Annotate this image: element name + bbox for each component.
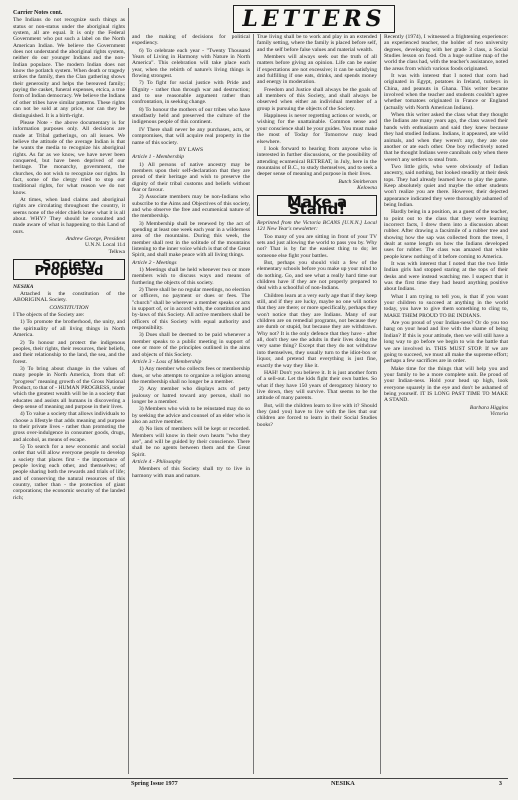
carrier-notes-heading: Carrier Notes cont. xyxy=(13,10,63,16)
signature-name: Barbara Higgins xyxy=(469,404,508,411)
column-2 xyxy=(132,34,250,774)
paragraph: I look forward to hearing from anyone who is interested in further discussions, or the possibility of attending ecumenical RETREAT, in July, here in the mountains of B.C., to study themselves, and to seek a deeper sense of meaning and purpose in their lives. xyxy=(257,145,377,178)
paragraph: and the making of decisions for political expediency. xyxy=(132,34,250,47)
paragraph: 3) Dues shall be deemed to be paid whenever a member speaks to a public meeting in support of one or more of the principles outlined in the aims and objects of this Society. xyxy=(132,332,250,358)
paragraph: What I am trying to tell you, is that if you want your children to succeed at anything in the world today, you have to give them something to cling to, MAKE THEM PROUD TO BE INDIANS. xyxy=(384,293,508,319)
column-divider xyxy=(380,34,381,774)
paragraph: Attached is the constitution of the ABORIGINAL Society. xyxy=(13,291,125,304)
paragraph: IV There shall never be any purchases, acts, or compromises, that will acquire real property in the name of this society. xyxy=(132,126,250,146)
page-footer xyxy=(13,778,508,788)
bylaws-heading: BY LAWS xyxy=(178,146,204,153)
paragraph: When this writer asked the class what they thought the Indians ate many years ago, the class waved their hands with enthusiasm and said they knew because they had studied Indians. Indians, it appeared, ate wild animals, and when they weren't any, they ate one another or ate each other. One boy reflectively noted that he thought Indians were cannibals only when there weren't any settlers to steal from. xyxy=(384,112,508,163)
column-3 xyxy=(257,34,377,774)
constitution-heading: CONSTITUTION xyxy=(49,304,89,311)
paragraph: Recently (1974), I witnessed a frightening experience: an experienced teacher, the holder of two university degrees, developing with her grade 3 class, a Social Studies lesson on food. On a huge outline map of the world the class had, with the teacher's assistance, noted the areas from which various foods originated. xyxy=(384,34,508,72)
reprint-note: Reprinted from the Victoria BCANS [U.N.N.] Local 121 New Year's newsletter: xyxy=(257,219,377,233)
footer-rule xyxy=(13,778,508,779)
paragraph: 2) Any member who displays acts of petty jealousy or hatred toward any person, shall no longer be a member. xyxy=(132,386,250,405)
paragraph: 2) Associate members may be non-Indians who subscribe to the Aims and Objectives of this society, and who observe the free and ecumenical nature of the membership. xyxy=(132,194,250,220)
paragraph: Please Note - the above documentary is for information purposes only. All decisions are made at Tribal gatherings, on all issues. We believe the attitude of the average Indian is that he wants the media to recognize his aboriginal rights. As far as we know, we have never been conquered, but have been deprived of our heritage. The monarchy, government, the churches, do not wish to recognize our rights. In fact, some of the clergy tried to stop our traditional rights, for what reason we do not know. xyxy=(13,119,125,196)
issue-label: Spring Issue 1977 xyxy=(131,780,178,787)
paragraph: Members will always seek out the truth of all matters before giving an opinion. Life can be easier if expectations are not excessive; it can be satisfying and fulfilling if one eats, drinks, and spends money and energy in moderation. xyxy=(257,54,377,86)
paragraph: 3) Members who wish to be reinstated may do so by seeking the advice and counsel of an elder who is also an active member. xyxy=(132,406,250,425)
signature-name: Butch Smitheram xyxy=(338,178,377,185)
publication-name: NESIKA xyxy=(331,780,355,787)
paragraph: Make time for the things that will help you and your family to be a more complete unit. Be proud of your Indian-ness. Hold your head up high, look everyone squarely in the eye and don't be ashamed of being yourself. IT IS LONG PAST TIME TO MAKE A STAND. xyxy=(384,365,508,404)
paragraph: Happiness is never regretting actions or words, or wishing for the unattainable. Common sense and your conscience shall be your guides. You must make the most of Today for Tomorrow may lead elsewhere. xyxy=(257,113,377,145)
paragraph: 2) There shall be no regular meetings, no election or officers, no payment or dues or fees. The "church" shall be wherever a member speaks or acts in support of, or in accord with, the constitution and by-laws of this Society. All active members shall be officers of this Society with equal authority and responsibility. xyxy=(132,287,250,332)
paragraph: 4) No lists of members will be kept or recorded. Members will know in their own hearts "who they are", and will be guided by their conscience. There shall be no agents between them and the Great Spirit. xyxy=(132,426,250,458)
paragraph: HAH! Don't you believe it. It is just another form of a sell-out. Let the kids fight their own battles. So what if they have 150 years of derogatory history to live down, they will survive. That seems to be the attitude of many parents. xyxy=(257,369,377,402)
list-item: 3) To bring about change in the values of many people in North America, from that of: "progress" meaning growth of the Gross National Product, to that of - HUMAN PROGRESS, under which the greatest wealth will be in a society that educates and assists all humans in discovering a deep sense of meaning and purpose in their lives. xyxy=(13,365,125,410)
byline-nesika: NESIKA xyxy=(13,283,34,290)
list-item: 4) To value a society that allows individuals to choose a lifestyle that adds meaning and purpose to their private lives - rather than promoting the gross over-indulgence in consumer goods, drugs, and alcohol, as means of escape. xyxy=(13,411,125,443)
article-heading: Article 2 - Meetings xyxy=(132,259,177,266)
list-item: 2) To honour and protect the indigenous peoples, their rights, their resources, their beliefs, and their relationship to the land, the sea, and the forest. xyxy=(13,339,125,365)
paragraph: 1) Any member who collects fees or membership dues, or who attempts to organize a religion among the membership shall no longer be a member. xyxy=(132,366,250,385)
list-item: 1) To promote the brotherhood, the unity, and the spirituality of all living things in North America. xyxy=(13,319,125,339)
paragraph: 3) Membership shall be renewed by the act of spending at least one week each year in a wilderness area of the mountains. During this week, the member shall rest in the solitude of the mountains listening to the inner voice which is that of the Great Spirit, and shall make peace with all living things. xyxy=(132,220,250,259)
paragraph: True living shall be to work and play in an extended family setting, where the family is placed before self, and the self before false values and material wealth. xyxy=(257,34,377,53)
page-title: LETTERS xyxy=(242,5,386,32)
signature-local: U.N.N. Local 114 xyxy=(84,242,125,249)
signature-place: Telkwa xyxy=(108,248,125,255)
paragraph: Two little girls, who were obviously of Indian ancestry, said nothing, but looked steadily at their desk tops. They had already learned how to play the game. Keep absolutely quiet and maybe the other students won't realize you are there. However, their dejected appearance indicated they were thoroughly ashamed of being Indian. xyxy=(384,163,508,208)
paragraph: It was with interest that I noted that the two little Indian girls had stopped staring at the tops of their desks and were instead watching me. I suspect that it was the first time they had heard anything positive about Indians. xyxy=(384,261,508,293)
column-4 xyxy=(384,34,508,774)
paragraph: But, will the children learn to live with it? Should they (and you) have to live with the lies that our children are forced to learn in their Social Studies books? xyxy=(257,402,377,428)
article-heading: Article 1 - Membership xyxy=(132,154,185,161)
paragraph: It was with interest that I noted that corn had originated in Egypt, potatoes in Ireland, turkeys in China, and peanuts in Ghana. This writer became involved when the teacher and students couldn't agree whether tomatoes originated in France or England (actually with North American Indians). xyxy=(384,73,508,111)
paragraph: Freedom and Justice shall always be the goals of all members of this Society, and shall always be observed when either an individual member of a group is pursuing the objects of the Society. xyxy=(257,86,377,112)
paragraph: The Indians do not recognize such things as status or non-status under the aboriginal rights system, all are equal. It is only the Federal Government who put such a label on the North American Indian. We believe the Government does not understand the aboriginal rights system, neither do our younger Indians and the non-Indian populace. The modern Indian does not know the potlatch system. When death or tragedy strikes the family, then the Clan gathering shows their generosity and helps the bereaved family; paying the casket, funeral expenses, etcica, a true form of Indian democracy. We believe the Indians of other tribes have similar patterns. These rights can not be sold at any price, nor can they be distinguished. It is a birth-right. xyxy=(13,17,125,119)
paragraph: At times, when land claims and aboriginal rights are circulating throughout the country, it seems none of the elder chiefs knew what it is all about. WHY? They should be consulted and made aware of what is happening to this Land of ours. xyxy=(13,196,125,235)
paragraph: Children learn at a very early age that if they keep still, and if they are lucky, maybe no one will notice that they are there; or more specifically, perhaps they won't notice that they are Indians. Many of our children are on remedial programs, not because they are dumb or stupid, but because they are withdrawn. Why not? It is the only defence that they have - after all, don't they see the adults in their lives doing the very same thing? Except that they do not withdraw into themselves, they usually turn to the idiot-box or liquor, and pretend that everything is just fine, exactly the way they like it. xyxy=(257,292,377,369)
column-1 xyxy=(13,8,125,774)
paragraph: 1) All persons of native ancestry may be members upon their self-declaration that they are proud of their heritage and wish to preserve the dignity of their tribal customs and beliefs without fear or favour. xyxy=(132,161,250,193)
paragraph: 6) To celebrate each year - "Twenty Thousand Years of Living in Harmony with Nature in North America". This celebration will take place each year, when the rebirth of nature's living things is flowing strongest. xyxy=(132,47,250,80)
column-divider xyxy=(128,8,129,774)
society-proposed-heading: Society Proposed xyxy=(13,259,125,280)
signature-place: Kelowna xyxy=(357,184,377,191)
objects-heading: I The objects of the Society are: xyxy=(13,312,85,319)
article-heading: Article 4 - Philosophy xyxy=(132,459,182,465)
list-item: 5) To search for a new economic and social order that will allow everyone people to develop a society that places first - the importance of people loving each other, and themselves; of people sharing both the rewards and trials of life; and of conserving the natural resources of this country, rather than - the protection of giant corporations; the economic security of the landed rich; xyxy=(13,444,125,501)
paragraph: Are you proud of your Indian-ness? Or do you too hang on your head and live with the shame of being Indian? If this is your attitude, then we will still have a long way to go before we begin to win the battle that we are involved in. THIS MUST STOP. If we are going to succeed, we must all make the supreme effort; perhaps a few sacrifices are in order. xyxy=(384,320,508,365)
letters-title-box xyxy=(233,5,395,33)
page-number: 3 xyxy=(498,780,502,787)
paragraph: Hardly being in a position, as a guest of the teacher, to point out to the class that they were learning incorrect facts, I drew them into a discussion about rubber. After drawing a facsimile of a rubber tree and showing how the sap was collected from the trees, I dealt at some length on how the Indians developed uses for rubber. The class was amazed that white people knew nothing of it before coming to America. xyxy=(384,209,508,260)
signature-name: Andrew George, President xyxy=(65,236,125,243)
paragraph: But, perhaps you should visit a few of the elementary schools before you make up your mind to do nothing. Go, and see what a really hard time our children have if they are not properly prepared to deal with a schoolful of non-Indians. xyxy=(257,260,377,292)
make-a-stand-heading: Make a Stand! xyxy=(257,195,377,216)
paragraph: 1) Meetings shall be held whenever two or more members wish to discuss ways and means of furthering the objects of this society. xyxy=(132,267,250,286)
column-divider xyxy=(253,34,254,774)
paragraph: 8) To honour the mothers of our tribes who have steadfastly held and preserved the culture of the indigenous people of this continent. xyxy=(132,106,250,126)
article-heading: Article 3 - Loss of Membership xyxy=(132,358,202,365)
paragraph: 7) To fight for social justice with Pride and Dignity - rather than through war and destruction; and to use reasonable argument rather than confrontation, in seeking change. xyxy=(132,80,250,106)
paragraph: Members of this Society shall try to live in harmony with man and nature. xyxy=(132,466,250,479)
paragraph: Too many of you are sitting in front of your TV sets and just allowing the world to pass you by. Why not? That is by far the easiest thing to do; let someone else fight your battles. xyxy=(257,233,377,259)
signature-place: Victoria xyxy=(490,410,508,417)
